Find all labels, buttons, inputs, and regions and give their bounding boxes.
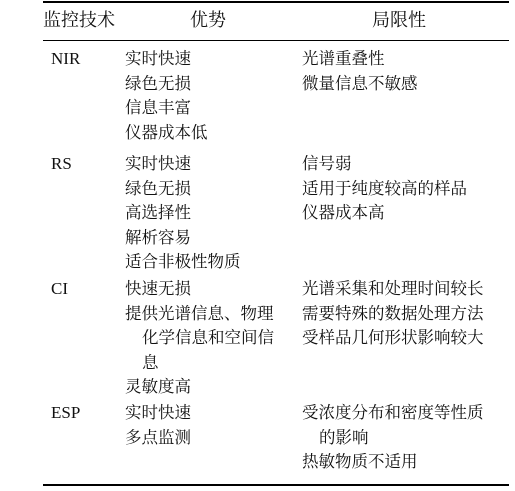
limitation-item: 光谱重叠性 — [302, 49, 385, 68]
limitations-cell — [302, 47, 418, 96]
advantages-cell — [125, 401, 191, 450]
limitation-item: 受样品几何形状影响较大 — [302, 328, 484, 347]
advantage-item-continuation: 化学信息和空间信 — [142, 328, 274, 347]
header-limitations: 局限性 — [372, 10, 426, 31]
limitation-item: 仪器成本高 — [302, 203, 385, 222]
advantage-item: 信息丰富 — [125, 98, 191, 117]
advantages-cell — [125, 47, 208, 145]
header-tech: 监控技术 — [43, 10, 115, 31]
limitation-item: 光谱采集和处理时间较长 — [302, 279, 484, 298]
advantage-item: 灵敏度高 — [125, 377, 191, 396]
advantage-item: 绿色无损 — [125, 178, 191, 198]
advantage-item: 实时快速 — [125, 403, 191, 422]
tech-name: ESP — [51, 403, 81, 422]
limitations-cell — [302, 401, 484, 475]
limitation-item: 热敏物质不适用 — [302, 452, 418, 471]
tech-name: NIR — [51, 49, 81, 68]
table-header-rule — [43, 40, 509, 41]
limitation-item: 适用于纯度较高的样品 — [302, 178, 467, 198]
table-top-rule — [43, 1, 509, 3]
limitation-item-continuation: 的影响 — [319, 427, 369, 447]
advantage-item-continuation: 息 — [142, 352, 159, 372]
advantage-item: 快速无损 — [125, 279, 191, 298]
advantage-item: 绿色无损 — [125, 73, 191, 93]
limitation-item: 需要特殊的数据处理方法 — [302, 303, 484, 323]
advantage-item: 实时快速 — [125, 49, 191, 68]
advantage-item: 高选择性 — [125, 203, 191, 222]
limitations-cell — [302, 152, 467, 226]
header-advantages: 优势 — [190, 10, 226, 31]
limitation-item: 受浓度分布和密度等性质 — [302, 403, 484, 422]
tech-name: CI — [51, 279, 68, 298]
table-bottom-rule — [43, 484, 509, 486]
advantage-item: 适合非极性物质 — [125, 252, 241, 271]
advantage-item: 解析容易 — [125, 227, 191, 247]
advantages-cell — [125, 277, 274, 400]
advantage-item: 实时快速 — [125, 154, 191, 173]
advantages-cell — [125, 152, 241, 275]
limitations-cell — [302, 277, 484, 351]
advantage-item: 多点监测 — [125, 427, 191, 447]
advantage-item: 提供光谱信息、物理 — [125, 303, 274, 323]
limitation-item: 信号弱 — [302, 154, 352, 173]
tech-name: RS — [51, 154, 72, 173]
advantage-item: 仪器成本低 — [125, 122, 208, 142]
limitation-item: 微量信息不敏感 — [302, 73, 418, 93]
